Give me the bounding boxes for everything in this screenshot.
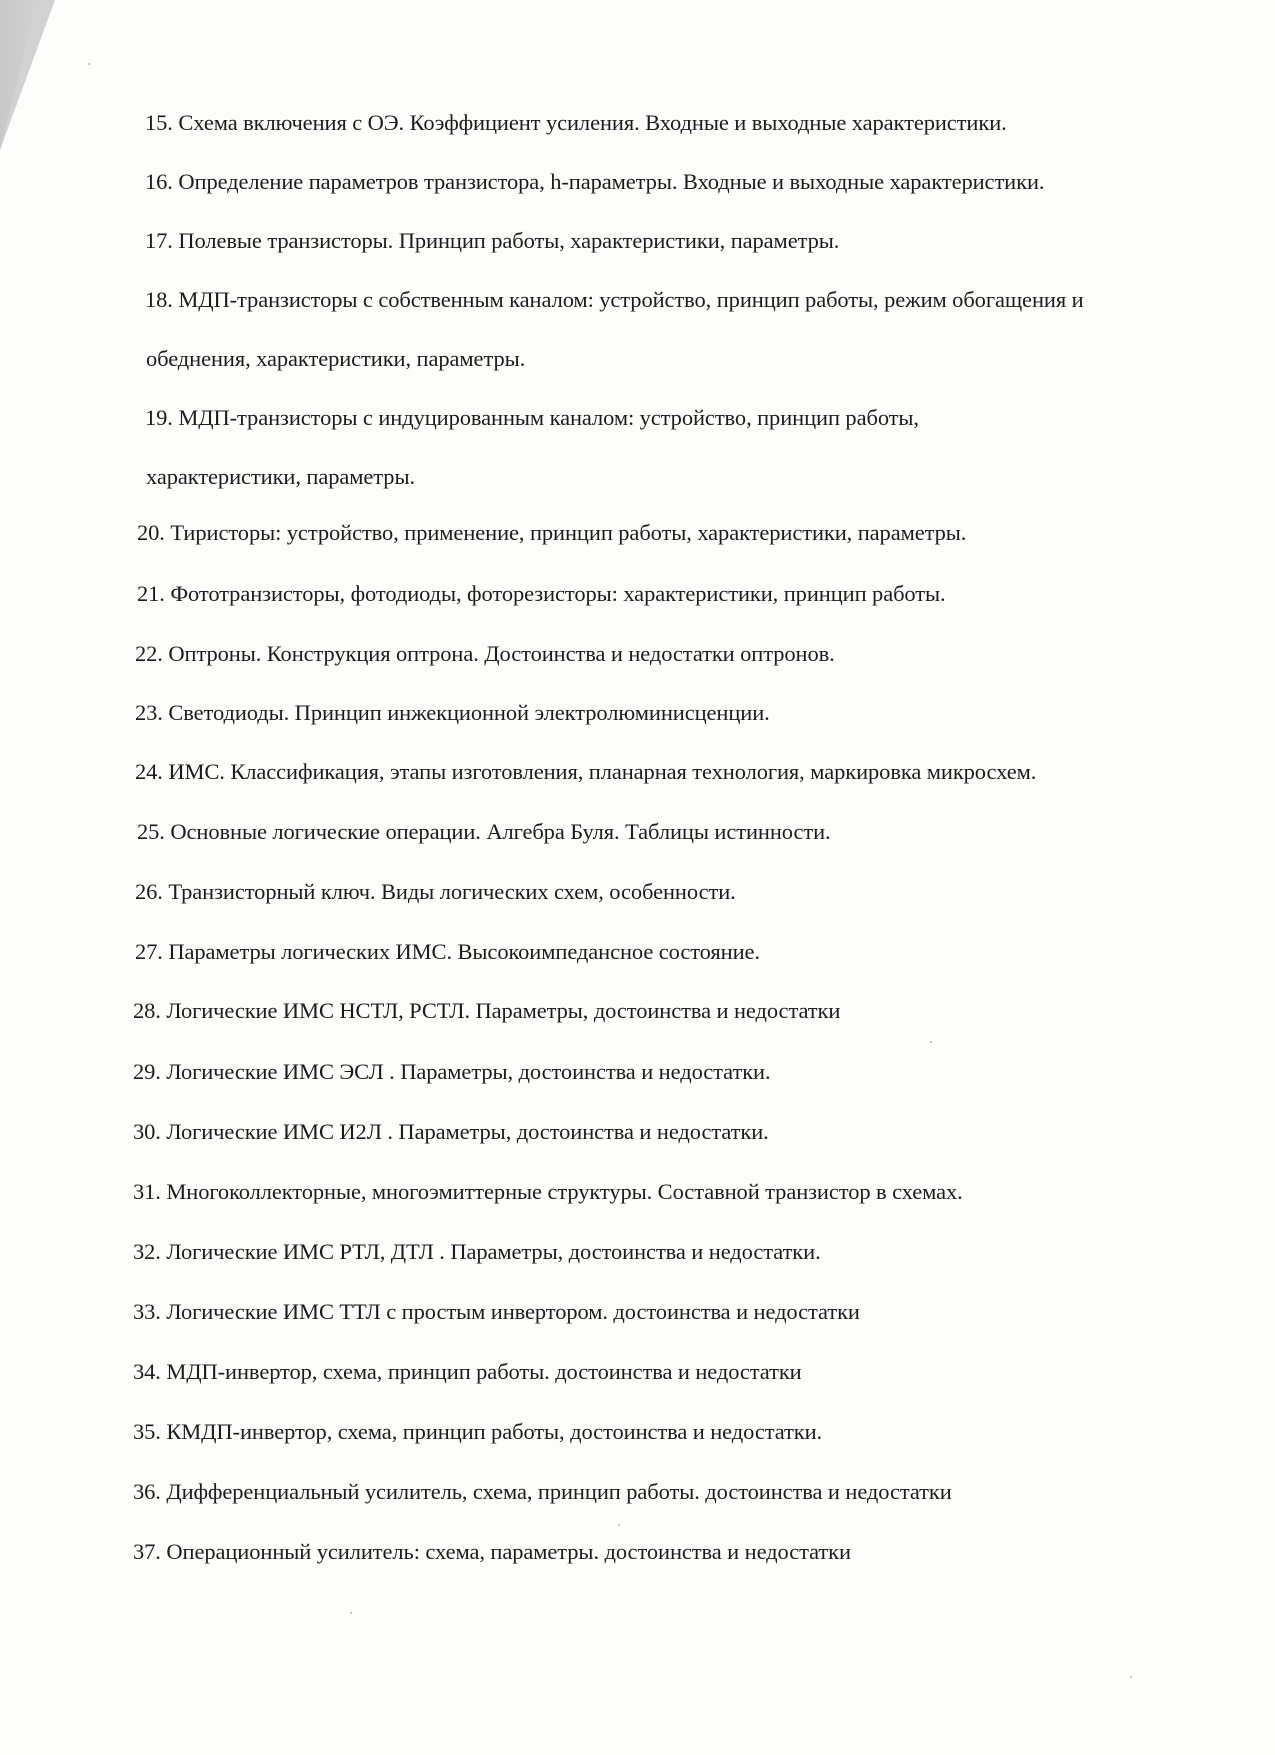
- scan-speck: [930, 1041, 932, 1043]
- list-item-continuation: характеристики, параметры.: [146, 464, 415, 489]
- list-item: 15. Схема включения с ОЭ. Коэффициент усиления. Входные и выходные характеристики.: [145, 110, 1007, 135]
- list-item: 28. Логические ИМС НСТЛ, РСТЛ. Параметры, достоинства и недостатки: [133, 998, 841, 1023]
- list-item: 17. Полевые транзисторы. Принцип работы, характеристики, параметры.: [145, 228, 840, 253]
- scan-speck: [88, 63, 90, 65]
- scan-speck: [1130, 1676, 1132, 1678]
- list-item-continuation: обеднения, характеристики, параметры.: [146, 346, 526, 371]
- scan-speck: [350, 1612, 352, 1614]
- list-item: 32. Логические ИМС РТЛ, ДТЛ . Параметры, достоинства и недостатки.: [133, 1239, 821, 1264]
- list-item: 29. Логические ИМС ЭСЛ . Параметры, достоинства и недостатки.: [133, 1059, 771, 1084]
- list-item: 36. Дифференциальный усилитель, схема, принцип работы. достоинства и недостатки: [133, 1479, 952, 1504]
- list-item: 19. МДП-транзисторы с индуцированным каналом: устройство, принцип работы,: [145, 405, 919, 430]
- list-item: 26. Транзисторный ключ. Виды логических схем, особенности.: [135, 879, 736, 904]
- list-item: 27. Параметры логических ИМС. Высокоимпедансное состояние.: [135, 939, 760, 964]
- scan-speck: [618, 1524, 620, 1526]
- list-item: 31. Многоколлекторные, многоэмиттерные структуры. Составной транзистор в схемах.: [133, 1179, 963, 1204]
- list-item: 25. Основные логические операции. Алгебра Буля. Таблицы истинности.: [137, 819, 831, 844]
- list-item: 34. МДП-инвертор, схема, принцип работы. достоинства и недостатки: [133, 1359, 802, 1384]
- list-item: 24. ИМС. Классификация, этапы изготовления, планарная технология, маркировка микросхем.: [135, 759, 1037, 784]
- list-item: 37. Операционный усилитель: схема, параметры. достоинства и недостатки: [133, 1539, 851, 1564]
- list-item: 33. Логические ИМС ТТЛ с простым инвертором. достоинства и недостатки: [133, 1299, 860, 1324]
- list-item: 21. Фототранзисторы, фотодиоды, фоторезисторы: характеристики, принцип работы.: [137, 581, 946, 606]
- list-item: 23. Светодиоды. Принцип инжекционной электролюминисценции.: [135, 700, 770, 725]
- list-item: 22. Оптроны. Конструкция оптрона. Достоинства и недостатки оптронов.: [135, 641, 835, 666]
- list-item: 20. Тиристоры: устройство, применение, принцип работы, характеристики, параметры.: [137, 520, 967, 545]
- list-item: 18. МДП-транзисторы с собственным каналом: устройство, принцип работы, режим обогащения и: [145, 287, 1084, 312]
- list-item: 16. Определение параметров транзистора, h-параметры. Входные и выходные характеристики.: [145, 169, 1045, 194]
- list-item: 30. Логические ИМС И2Л . Параметры, достоинства и недостатки.: [133, 1119, 769, 1144]
- list-item: 35. КМДП-инвертор, схема, принцип работы, достоинства и недостатки.: [133, 1419, 823, 1444]
